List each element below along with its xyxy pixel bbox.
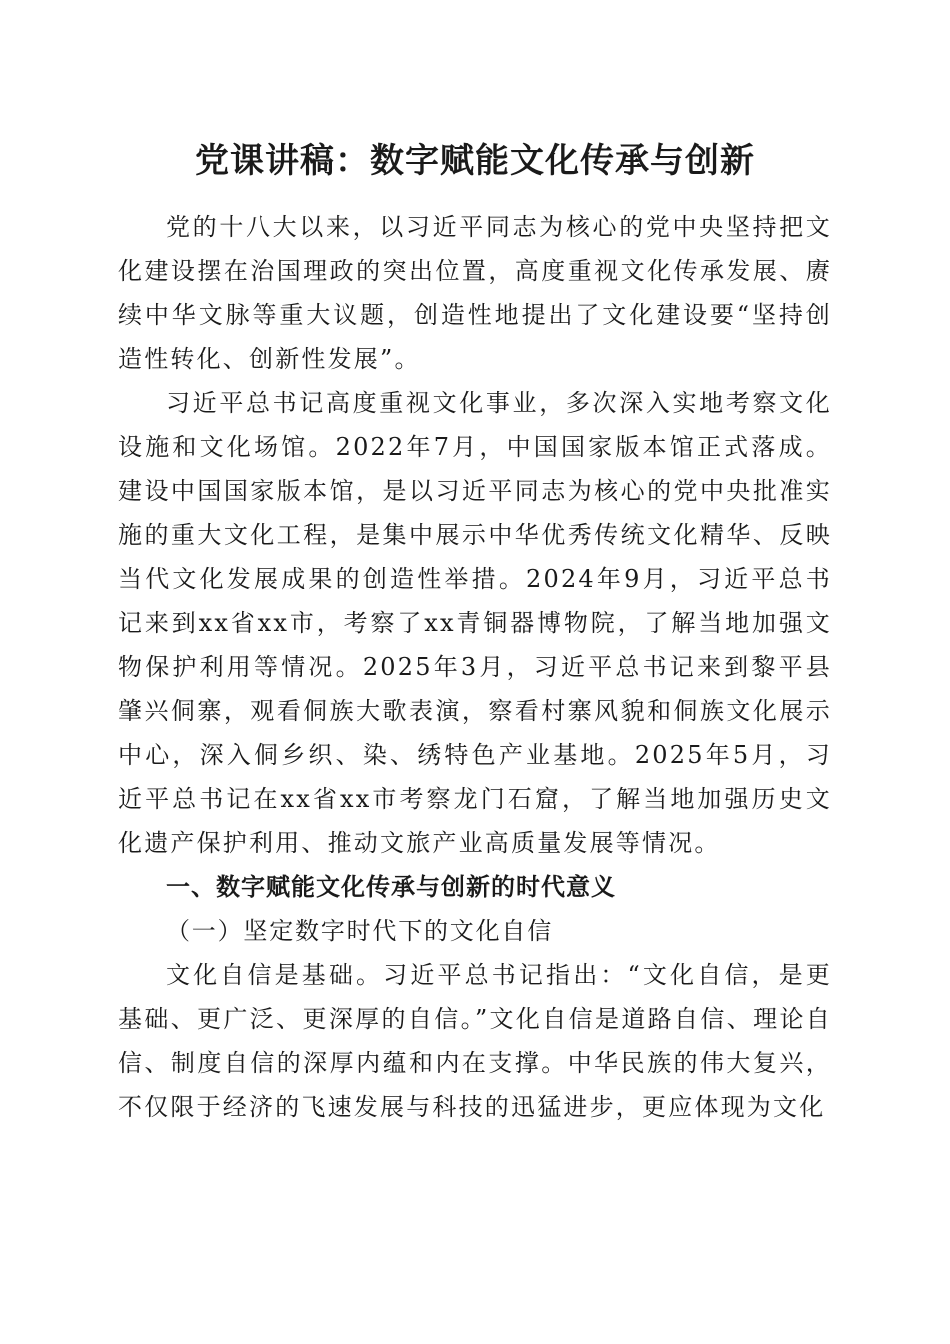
document-body: [118, 205, 832, 1129]
section-heading-1: 一、数字赋能文化传承与创新的时代意义: [166, 873, 616, 901]
paragraph-inspections: 习近平总书记高度重视文化事业，多次深入实地考察文化设施和文化场馆。2022年7月，中国国家版本馆正式落成。建设中国国家版本馆，是以习近平同志为核心的党中央批准实施的重大文化工程，是集中展示中华优秀传统文化精华、反映当代文化发展成果的创造性举措。2024年9月，习近平总书记来到xx省xx市，考察了xx青铜器博物院，了解当地加强文物保护利用等情况。2025年3月，习近平总书记来到黎平县肇兴侗寨，观看侗族大歌表演，察看村寨风貌和侗族文化展示中心，深入侗乡织、染、绣特色产业基地。2025年5月，习近平总书记在xx省xx市考察龙门石窟，了解当地加强历史文化遗产保护利用、推动文旅产业高质量发展等情况。: [118, 389, 832, 857]
document-title: 党课讲稿：数字赋能文化传承与创新: [195, 141, 755, 181]
subsection-heading-1: （一）坚定数字时代下的文化自信: [166, 917, 553, 945]
paragraph-cultural-confidence: 文化自信是基础。习近平总书记指出：“文化自信，是更基础、更广泛、更深厚的自信。”文化自信是道路自信、理论自信、制度自信的深厚内蕴和内在支撑。中华民族的伟大复兴，不仅限于经济的飞速发展与科技的迅猛进步，更应体现为文化: [118, 961, 832, 1121]
paragraph-intro: 党的十八大以来，以习近平同志为核心的党中央坚持把文化建设摆在治国理政的突出位置，高度重视文化传承发展、赓续中华文脉等重大议题，创造性地提出了文化建设要“坚持创造性转化、创新性发展”。: [118, 213, 832, 373]
